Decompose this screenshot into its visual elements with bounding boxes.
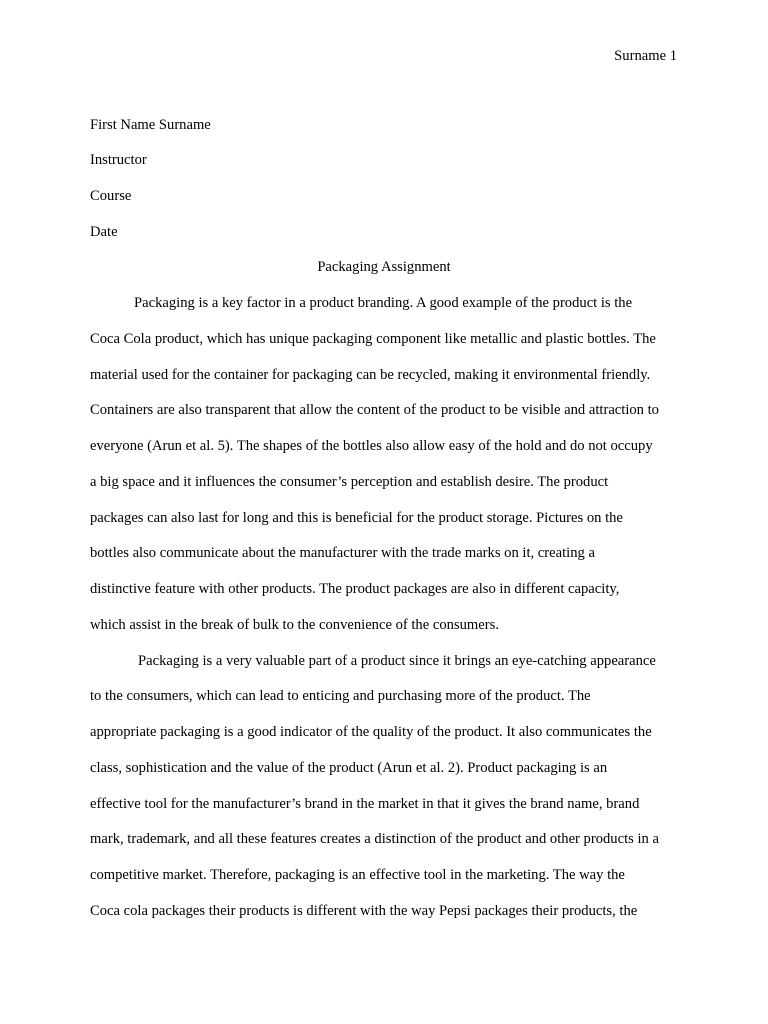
paragraph-line: distinctive feature with other products. The product packages are also in different capacity, [90, 581, 620, 597]
paragraph-line: class, sophistication and the value of the product (Arun et al. 2). Product packaging is an [90, 760, 608, 776]
paragraph-line: a big space and it influences the consumer’s perception and establish desire. The product [90, 474, 609, 490]
paragraph-line: which assist in the break of bulk to the convenience of the consumers. [90, 617, 499, 633]
paragraph-line: everyone (Arun et al. 5). The shapes of the bottles also allow easy of the hold and do not occupy [90, 438, 653, 454]
paragraph-line: competitive market. Therefore, packaging is an effective tool in the marketing. The way the [90, 867, 625, 883]
student-name: First Name Surname [90, 117, 211, 133]
paragraph-line: to the consumers, which can lead to enticing and purchasing more of the product. The [90, 688, 591, 704]
paragraph-line: appropriate packaging is a good indicator of the quality of the product. It also communicates the [90, 724, 652, 740]
running-head: Surname 1 [614, 48, 677, 64]
paragraph-line: Packaging is a key factor in a product branding. A good example of the product is the [134, 295, 633, 311]
paragraph-line: Coca cola packages their products is different with the way Pepsi packages their products, the [90, 903, 638, 919]
paragraph-line: effective tool for the manufacturer’s brand in the market in that it gives the brand name, brand [90, 796, 640, 812]
paragraph-line: Containers are also transparent that allow the content of the product to be visible and attraction to [90, 402, 659, 418]
course-line: Course [90, 188, 132, 204]
paragraph-line: bottles also communicate about the manufacturer with the trade marks on it, creating a [90, 545, 595, 561]
document-title: Packaging Assignment [317, 259, 451, 275]
paragraph-line: packages can also last for long and this is beneficial for the product storage. Pictures on the [90, 510, 623, 526]
paragraph-line: Coca Cola product, which has unique packaging component like metallic and plastic bottles. The [90, 331, 656, 347]
paragraph-line: mark, trademark, and all these features creates a distinction of the product and other products in a [90, 831, 659, 847]
instructor-line: Instructor [90, 152, 147, 168]
date-line: Date [90, 224, 118, 240]
paragraph-line: Packaging is a very valuable part of a product since it brings an eye-catching appearance [138, 653, 656, 669]
paragraph-line: material used for the container for packaging can be recycled, making it environmental friendly. [90, 367, 651, 383]
